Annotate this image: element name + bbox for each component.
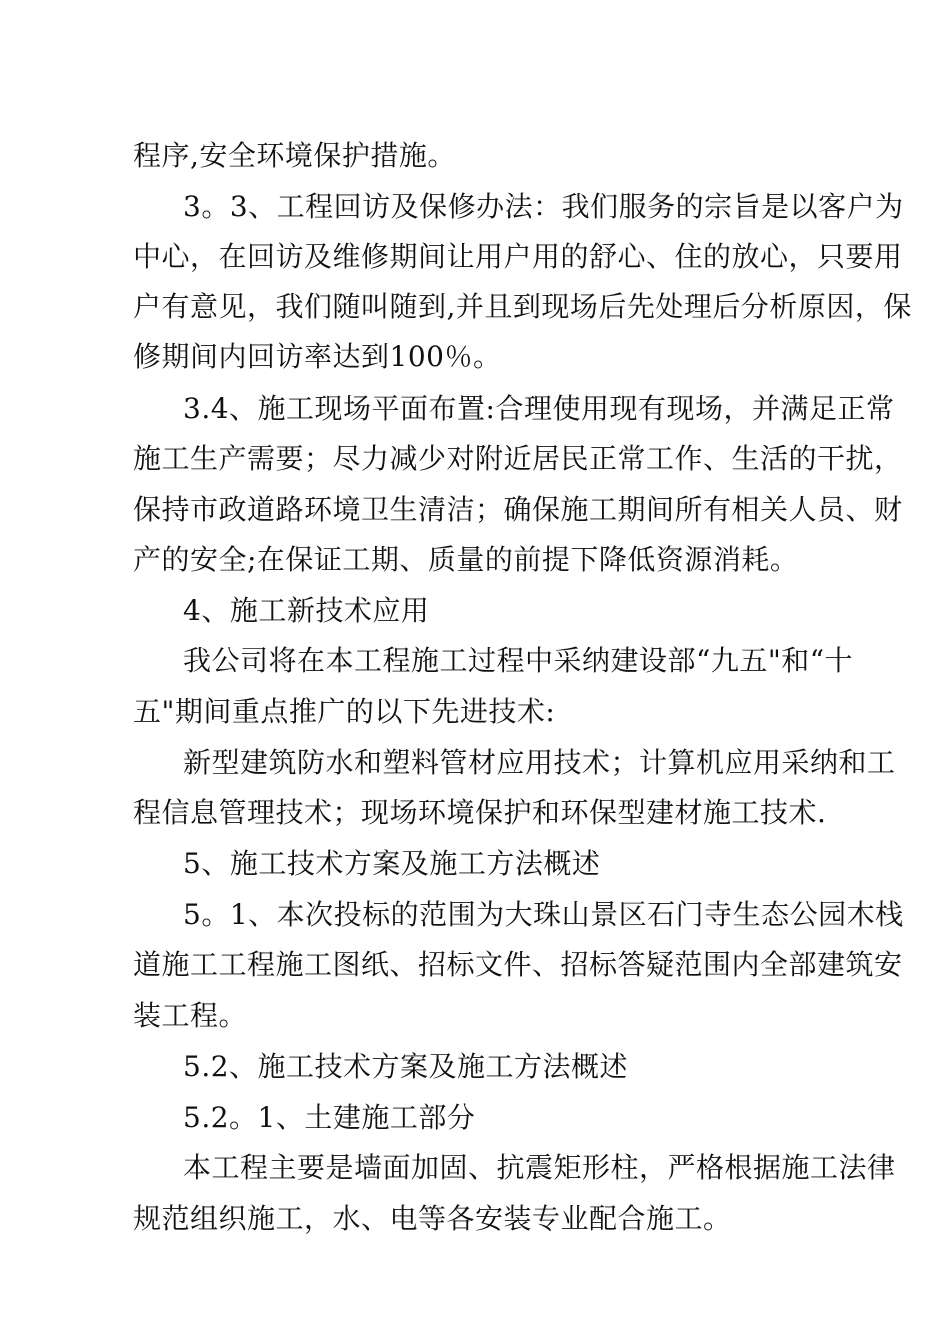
section-5-1-heading-line: 5。1、本次投标的范围为大珠山景区石门寺生态公园木栈 — [183, 898, 904, 931]
text-line: 程序,安全环境保护措施。 — [133, 139, 456, 172]
section-4-heading: 4、施工新技术应用 — [183, 594, 430, 627]
section-3-4-heading-line: 3.4、施工现场平面布置:合理使用现有现场，并满足正常 — [183, 392, 895, 425]
text-line: 规范组织施工，水、电等各安装专业配合施工。 — [133, 1202, 732, 1235]
text-line: 道施工工程施工图纸、招标文件、招标答疑范围内全部建筑安 — [133, 948, 903, 981]
section-5-heading: 5、施工技术方案及施工方法概述 — [183, 847, 601, 880]
paragraph-first-line: 新型建筑防水和塑料管材应用技术；计算机应用采纳和工 — [183, 746, 896, 779]
text-line: 施工生产需要；尽力减少对附近居民正常工作、生活的干扰， — [133, 442, 903, 475]
paragraph-first-line: 本工程主要是墙面加固、抗震矩形柱，严格根据施工法律 — [183, 1151, 896, 1184]
paragraph-first-line: 我公司将在本工程施工过程中采纳建设部“九五"和“十 — [183, 644, 854, 677]
text-line: 中心，在回访及维修期间让用户用的舒心、住的放心，只要用 — [133, 240, 903, 273]
section-5-2-heading: 5.2、施工技术方案及施工方法概述 — [183, 1050, 629, 1083]
section-5-2-1-heading: 5.2。1、土建施工部分 — [183, 1101, 476, 1134]
text-line: 保持市政道路环境卫生清洁；确保施工期间所有相关人员、财 — [133, 493, 903, 526]
section-3-3-heading-line: 3。3、工程回访及保修办法：我们服务的宗旨是以客户为 — [183, 190, 904, 223]
text-line: 产的安全;在保证工期、质量的前提下降低资源消耗。 — [133, 543, 799, 576]
text-line: 修期间内回访率达到100％。 — [133, 340, 502, 373]
text-line: 五"期间重点推广的以下先进技术: — [133, 695, 556, 728]
text-line: 装工程。 — [133, 999, 248, 1032]
text-line: 户有意见，我们随叫随到,并且到现场后先处理后分析原因，保 — [133, 290, 912, 323]
text-line: 程信息管理技术；现场环境保护和环保型建材施工技术. — [133, 796, 827, 829]
